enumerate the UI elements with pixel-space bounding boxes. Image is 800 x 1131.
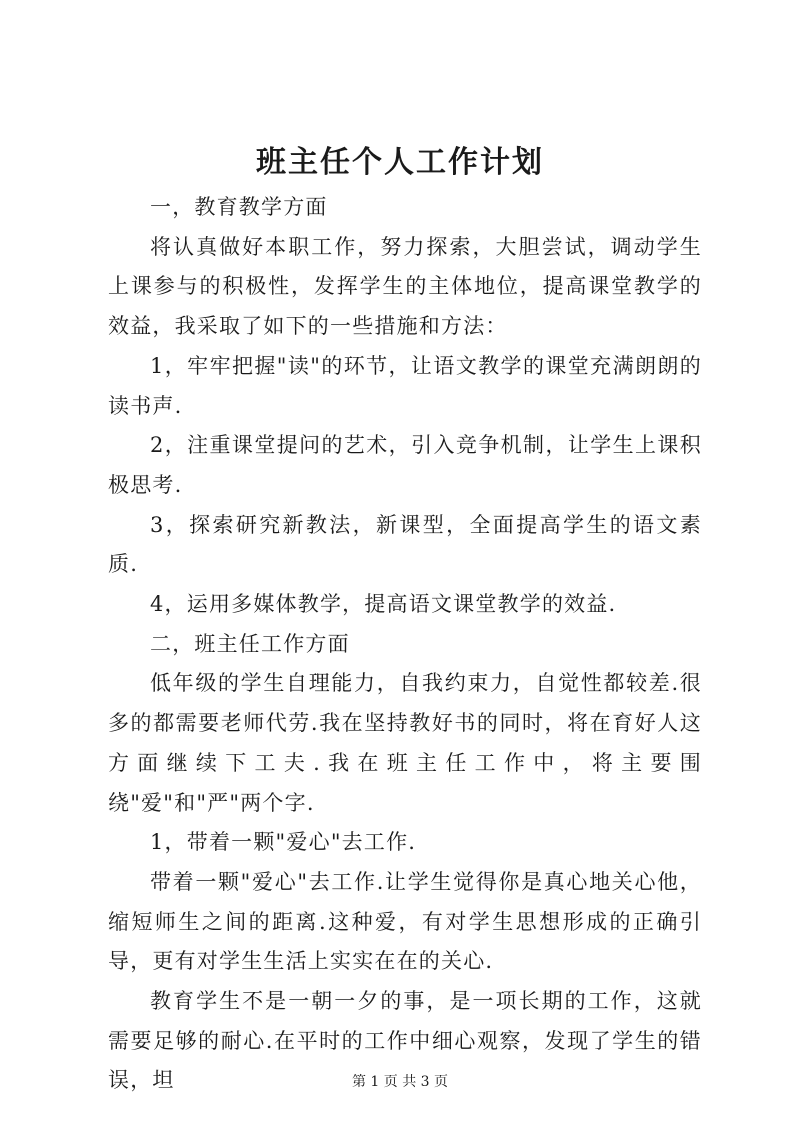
document-title: 班主任个人工作计划 bbox=[256, 145, 544, 180]
list-item-multimedia: 4，运用多媒体教学，提高语文课堂教学的效益. bbox=[150, 592, 617, 617]
paragraph-teaching-intro: 将认真做好本职工作，努力探索，大胆尝试，调动学生上课参与的积极性，发挥学生的主体地位，提高课堂教学的效益，我采取了如下的一些措施和方法： bbox=[108, 234, 702, 339]
page-number-footer: 第 1 页 共 3 页 bbox=[351, 1074, 449, 1090]
list-item-love: 1，带着一颗"爱心"去工作. bbox=[150, 830, 417, 855]
paragraph-class-teacher-intro: 低年级的学生自理能力，自我约束力，自觉性都较差.很多的都需要老师代劳.我在坚持教好书的同时，将在育好人这方面继续下工夫.我在班主任工作中，将主要围绕"爱"和"严"两个字. bbox=[108, 671, 702, 815]
paragraph-patience: 教育学生不是一朝一夕的事，是一项长期的工作，这就需要足够的耐心.在平时的工作中细心观察，发现了学生的错误，坦 bbox=[108, 989, 702, 1093]
list-item-questioning: 2，注重课堂提问的艺术，引入竞争机制，让学生上课积极思考. bbox=[108, 433, 702, 497]
paragraph-love-detail: 带着一颗"爱心"去工作.让学生觉得你是真心地关心他，缩短师生之间的距离.这种爱，有对学生思想形成的正确引导，更有对学生生活上实实在在的关心. bbox=[108, 869, 702, 974]
list-item-new-methods: 3，探索研究新教法，新课型，全面提高学生的语文素质. bbox=[108, 512, 702, 577]
document-body bbox=[108, 188, 702, 1101]
section-heading-class-teacher: 二，班主任工作方面 bbox=[150, 631, 350, 656]
list-item-reading: 1，牢牢把握"读"的环节，让语文教学的课堂充满朗朗的读书声. bbox=[108, 353, 702, 418]
section-heading-teaching: 一，教育教学方面 bbox=[150, 195, 328, 219]
